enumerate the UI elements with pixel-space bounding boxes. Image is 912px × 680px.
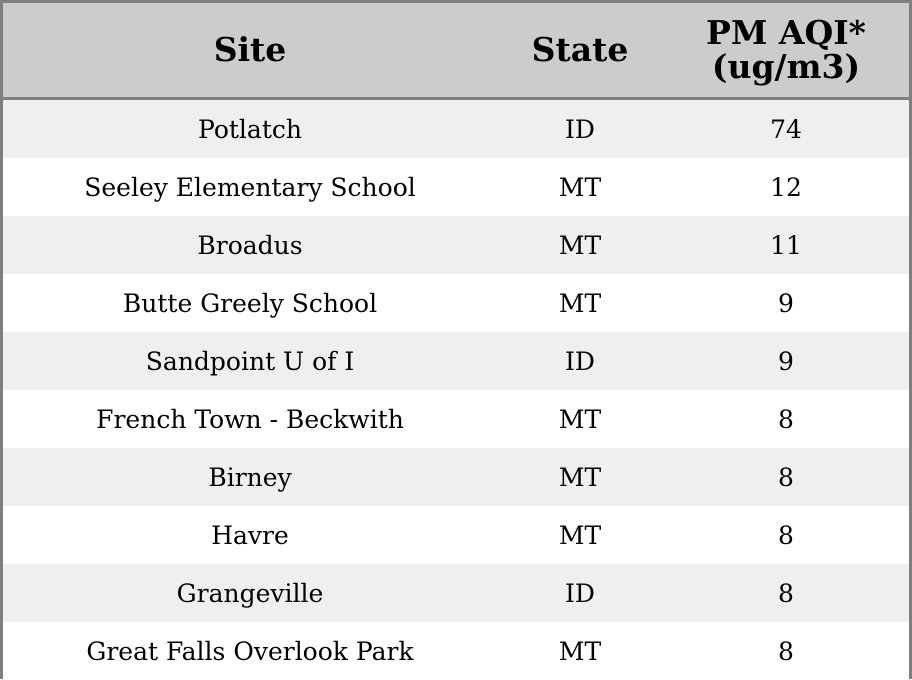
state-cell: MT — [558, 230, 602, 260]
aqi-cell: 9 — [778, 288, 794, 318]
state-cell: ID — [565, 578, 595, 608]
site-cell: Potlatch — [198, 114, 302, 144]
table-row — [3, 158, 909, 216]
aqi-cell: 74 — [770, 114, 802, 144]
table-row — [3, 332, 909, 390]
header-site: Site — [213, 30, 287, 69]
site-cell: Broadus — [197, 230, 303, 260]
state-cell: ID — [565, 114, 595, 144]
header-pm-aqi: PM AQI* (ug/m3) — [706, 13, 866, 86]
aqi-cell: 8 — [778, 404, 794, 434]
table-row — [3, 216, 909, 274]
site-cell: Seeley Elementary School — [84, 172, 416, 202]
aqi-cell: 8 — [778, 520, 794, 550]
table-row — [3, 274, 909, 332]
aqi-cell: 12 — [770, 172, 802, 202]
site-cell: Birney — [208, 462, 292, 492]
table-row — [3, 390, 909, 448]
aqi-cell: 8 — [778, 462, 794, 492]
aqi-cell: 8 — [778, 636, 794, 666]
table-row — [3, 100, 909, 158]
table-row — [3, 622, 909, 680]
aqi-cell: 9 — [778, 346, 794, 376]
state-cell: MT — [558, 288, 602, 318]
header-state: State — [531, 30, 629, 69]
state-cell: MT — [558, 172, 602, 202]
site-cell: Butte Greely School — [122, 288, 378, 318]
site-cell: Sandpoint U of I — [145, 346, 355, 376]
state-cell: MT — [558, 404, 602, 434]
state-cell: MT — [558, 636, 602, 666]
state-cell: ID — [565, 346, 595, 376]
aqi-cell: 11 — [770, 230, 802, 260]
state-cell: MT — [558, 520, 602, 550]
table-row — [3, 448, 909, 506]
site-cell: Grangeville — [176, 578, 324, 608]
table-row — [3, 564, 909, 622]
aqi-cell: 8 — [778, 578, 794, 608]
site-cell: Great Falls Overlook Park — [86, 636, 414, 666]
site-cell: French Town - Beckwith — [96, 404, 404, 434]
table-row — [3, 506, 909, 564]
state-cell: MT — [558, 462, 602, 492]
table-body — [3, 100, 909, 680]
table-header — [3, 3, 909, 100]
site-cell: Havre — [211, 520, 289, 550]
